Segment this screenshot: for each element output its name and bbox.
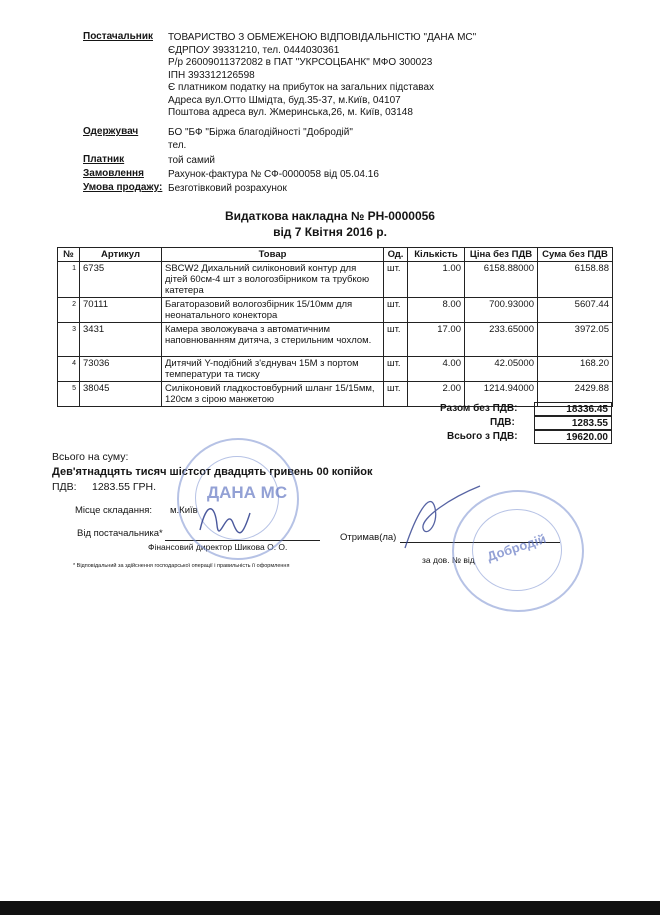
terms-label: Умова продажу:: [83, 182, 163, 193]
supplier-line: ЄДРПОУ 39331210, тел. 0444030361: [168, 44, 340, 56]
supplier-line: Адреса вул.Отто Шмідта, буд.35-37, м.Київ, 04107: [168, 94, 401, 106]
row-qty: 4.00: [408, 357, 465, 382]
total-no-vat-label: Разом без ПДВ:: [440, 403, 518, 414]
table-row: [58, 262, 613, 298]
row-price: 233.65000: [465, 323, 538, 357]
vat-line-label: ПДВ:: [52, 481, 77, 493]
total-with-vat-label: Всього з ПДВ:: [447, 431, 518, 442]
sum-in-words: Дев'ятнадцять тисяч шістсот двадцять гривень 00 копійок: [52, 466, 373, 478]
row-number: 3: [58, 323, 80, 357]
row-product: Камера зволожувача з автоматичним наповнюванням дитяча, з стерильним чохлом.: [162, 323, 384, 357]
row-qty: 2.00: [408, 382, 465, 407]
sum-label: Всього на суму:: [52, 451, 129, 463]
col-header-price: Ціна без ПДВ: [465, 248, 538, 262]
supplier-signature: [195, 495, 255, 540]
row-qty: 1.00: [408, 262, 465, 298]
row-sum: 5607.44: [538, 298, 613, 323]
row-product: Багаторазовий вологозбірник 15/10мм для неонатального конектора: [162, 298, 384, 323]
row-sku: 6735: [80, 262, 162, 298]
supplier-stamp-text: ДАНА МС: [207, 483, 288, 502]
row-price: 6158.88000: [465, 262, 538, 298]
vat-label: ПДВ:: [490, 417, 515, 428]
recipient-signature: [395, 478, 485, 558]
col-header-unit: Од.: [384, 248, 408, 262]
supplier-label: Постачальник: [83, 31, 153, 42]
table-row: [58, 357, 613, 382]
payer-value: той самий: [168, 155, 216, 166]
row-sum: 3972.05: [538, 323, 613, 357]
proxy-line: за дов. № від: [422, 555, 475, 565]
row-price: 700.93000: [465, 298, 538, 323]
place-value: м.Київ: [170, 505, 198, 516]
row-sku: 73036: [80, 357, 162, 382]
terms-value: Безготівковий розрахунок: [168, 183, 287, 194]
row-number: 5: [58, 382, 80, 407]
row-sku: 38045: [80, 382, 162, 407]
row-number: 1: [58, 262, 80, 298]
total-with-vat-value: 19620.00: [534, 430, 612, 444]
vat-value: 1283.55: [534, 416, 612, 430]
order-value: Рахунок-фактура № СФ-0000058 від 05.04.16: [168, 169, 379, 180]
total-no-vat-value: 18336.45: [534, 402, 612, 416]
recipient-label: Одержувач: [83, 126, 139, 137]
row-product: SBCW2 Дихальний силіконовий контур для дітей 60см-4 шт з вологозбірником та трубкою катетера: [162, 262, 384, 298]
row-unit: шт.: [384, 357, 408, 382]
table-row: [58, 298, 613, 323]
col-header-qty: Кількість: [408, 248, 465, 262]
supplier-line: Поштова адреса вул. Жмеринська,26, м. Київ, 03148: [168, 107, 413, 118]
row-unit: шт.: [384, 298, 408, 323]
scan-bottom-edge: [0, 901, 660, 915]
recipient-stamp-text: Добродій: [485, 530, 548, 565]
row-product: Дитячий Y-подібний з'єднувач 15M з портом температури та тиску: [162, 357, 384, 382]
row-sku: 3431: [80, 323, 162, 357]
row-unit: шт.: [384, 382, 408, 407]
row-sku: 70111: [80, 298, 162, 323]
place-label: Місце складання:: [75, 505, 152, 516]
row-price: 1214.94000: [465, 382, 538, 407]
row-product: Силіконовий гладкостовбурний шланг 15/15мм, 120см з сірою манжетою: [162, 382, 384, 407]
received-label: Отримав(ла): [340, 532, 397, 543]
col-header-product: Товар: [162, 248, 384, 262]
table-row: [58, 323, 613, 357]
order-label: Замовлення: [83, 168, 144, 179]
row-sum: 6158.88: [538, 262, 613, 298]
row-number: 2: [58, 298, 80, 323]
document-date: від 7 Квітня 2016 р.: [273, 225, 387, 239]
recipient-line: тел.: [168, 139, 187, 151]
row-price: 42.05000: [465, 357, 538, 382]
row-unit: шт.: [384, 262, 408, 298]
document-title: Видаткова накладна № РН-0000056: [225, 209, 435, 223]
recipient-line: БО "БФ "Біржа благодійності "Добродій": [168, 127, 353, 138]
footnote: * Відповідальний за здійснення господарської операції і правильність її оформлення: [73, 563, 290, 569]
row-unit: шт.: [384, 323, 408, 357]
items-table: [57, 247, 613, 407]
supplier-line: Р/р 26009011372082 в ПАТ "УКРСОЦБАНК" МФО 300023: [168, 57, 433, 68]
col-header-sum: Сума без ПДВ: [538, 248, 613, 262]
table-row: [58, 382, 613, 407]
director-name: Фінансовий директор Шикова О. О.: [148, 542, 288, 552]
supplier-line: ІПН 393312126598: [168, 69, 255, 81]
recipient-details: [168, 127, 353, 152]
supplier-line: ТОВАРИСТВО З ОБМЕЖЕНОЮ ВІДПОВІДАЛЬНІСТЮ "ДАНА МС": [168, 32, 477, 43]
supplier-details: [168, 32, 476, 120]
from-supplier-label: Від постачальника*: [77, 528, 163, 539]
row-sum: 168.20: [538, 357, 613, 382]
row-qty: 8.00: [408, 298, 465, 323]
row-sum: 2429.88: [538, 382, 613, 407]
payer-label: Платник: [83, 154, 125, 165]
row-number: 4: [58, 357, 80, 382]
col-header-number: №: [58, 248, 80, 262]
row-qty: 17.00: [408, 323, 465, 357]
supplier-line: Є платником податку на прибуток на загальних підставах: [168, 82, 435, 93]
vat-line-value: 1283.55 ГРН.: [92, 481, 157, 493]
table-header-row: [58, 248, 613, 262]
col-header-sku: Артикул: [80, 248, 162, 262]
